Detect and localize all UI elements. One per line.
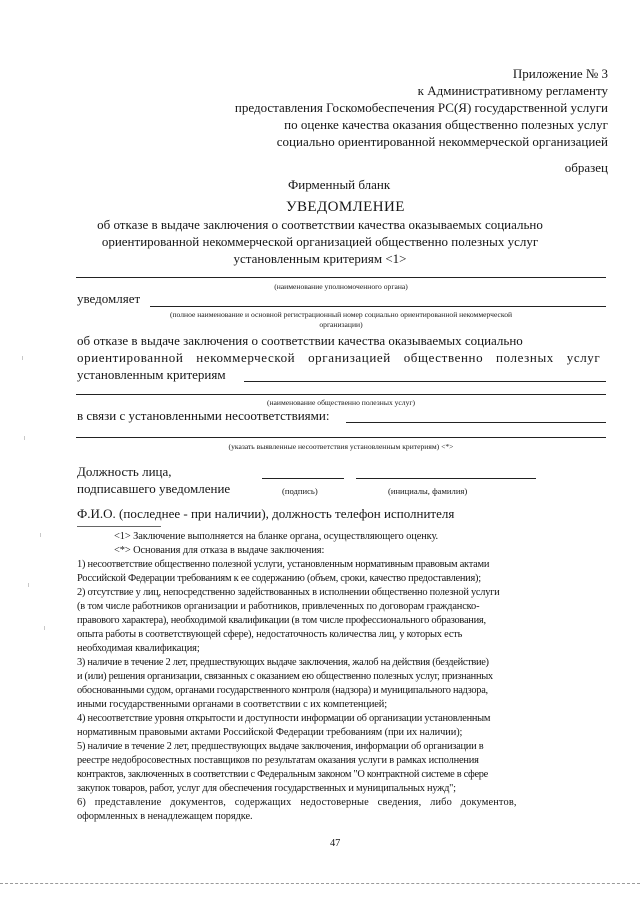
- note-line-8: 3) наличие в течение 2 лет, предшествующих выдаче заключения, жалоб на действия (бездействие): [77, 657, 489, 668]
- scan-speck: [40, 533, 41, 537]
- discrepancies-line-2: [76, 437, 606, 438]
- note-line-11: иными государственными органами в соответствии с их компетенцией;: [77, 699, 388, 710]
- scan-speck: [22, 356, 23, 360]
- body-line-1: [77, 333, 607, 349]
- name-caption: (инициалы, фамилия): [388, 486, 468, 496]
- note-line-12: 4) несоответствие уровня открытости и доступности информации об организации установленным: [77, 713, 491, 724]
- note-line-5: правового характера), необходимой квалификации (в том числе профессионального образования,: [77, 615, 486, 626]
- appendix-organization: социально ориентированной некоммерческой организацией: [276, 134, 608, 149]
- note-line-9: и (или) решения организации, связанных с оказанием ею общественно полезных услуг, признанных: [77, 671, 493, 682]
- subtitle-line-3: установленным критериям <1>: [233, 251, 407, 266]
- page-number: 47: [330, 838, 341, 849]
- appendix-service: предоставления Госкомобеспечения РС(Я) государственной услуги: [234, 100, 608, 115]
- services-caption: (наименование общественно полезных услуг): [266, 398, 416, 407]
- appendix-evaluation: по оценке качества оказания общественно полезных услуг: [284, 117, 608, 132]
- appendix-number: Приложение № 3: [512, 66, 608, 81]
- subtitle-line-1: об отказе в выдаче заключения о соответствии качества оказываемых социально: [97, 217, 543, 232]
- document-title: УВЕДОМЛЕНИЕ: [286, 199, 405, 215]
- body-line-3: установленным критериям: [77, 367, 226, 382]
- note-line-3: 2) отсутствие у лиц, непосредственно задействованных в исполнении общественно полезной услуги: [77, 587, 500, 598]
- footnote-1: <1> Заключение выполняется на бланке органа, осуществляющего оценку.: [114, 531, 439, 542]
- signature-caption: (подпись): [282, 486, 318, 496]
- position-label-2: подписавшего уведомление: [77, 481, 231, 496]
- discrepancies-caption: (указать выявленные несоответствия установленным критериям) <*>: [228, 442, 454, 451]
- authority-name-line: [76, 277, 606, 278]
- organization-line: [150, 306, 606, 307]
- note-line-7: необходимая квалификация;: [77, 643, 200, 654]
- notifies-label: уведомляет: [77, 291, 141, 306]
- scan-speck: [44, 626, 45, 630]
- services-line: [244, 381, 606, 382]
- footnote-2: <*> Основания для отказа в выдаче заключения:: [114, 545, 325, 556]
- discrepancies-line: [346, 422, 606, 423]
- note-line-2: Российской Федерации требованиям к ее содержанию (объем, сроки, качество предоставления);: [77, 573, 481, 584]
- body-line-1-text: об отказе в выдаче заключения о соответствии качества оказываемых социально: [77, 333, 523, 348]
- signature-line: [262, 478, 344, 479]
- sample-label: образец: [564, 160, 608, 175]
- discrepancies-label: в связи с установленными несоответствиями:: [77, 408, 330, 423]
- note-line-1: 1) несоответствие общественно полезной услуги, установленным нормативным правовым актами: [77, 559, 490, 570]
- authority-caption: (наименование уполномоченного органа): [274, 282, 408, 291]
- note-line-13: нормативным правовыми актами Российской Федерации требованиям (при их наличии);: [77, 727, 463, 738]
- note-line-18: 6) представление документов, содержащих недостоверные сведения, либо документов,: [77, 797, 517, 808]
- note-line-4: (в том числе работников организации и работников, привлеченных по договорам гражданско-: [77, 601, 480, 612]
- position-label-1: Должность лица,: [77, 464, 172, 479]
- note-line-10: обоснованными судом, органами государственного контроля (надзора) и муниципального надзора,: [77, 685, 488, 696]
- organization-caption-1: (полное наименование и основной регистрационный номер социально ориентированной некоммерческой: [169, 310, 513, 319]
- scan-speck: [28, 583, 29, 587]
- note-line-14: 5) наличие в течение 2 лет, предшествующих выдаче заключения, информации об организации в: [77, 741, 484, 752]
- scan-edge-line: [0, 883, 640, 884]
- footnote-separator: [77, 526, 161, 527]
- subtitle-line-2: ориентированной некоммерческой организацией общественно полезных услуг: [101, 234, 539, 249]
- services-line-2: [76, 394, 606, 395]
- appendix-regulation: к Административному регламенту: [417, 83, 608, 98]
- organization-caption-2: организации): [319, 320, 363, 329]
- note-line-17: закупок товаров, работ, услуг для обеспечения государственных и муниципальных нужд";: [77, 783, 456, 794]
- body-line-2: ориентированной некоммерческой организацией общественно полезных услуг: [77, 350, 601, 365]
- note-line-16: контрактов, заключенных в соответствии с Федеральным законом "О контрактной системе в сфере: [77, 769, 488, 780]
- scan-speck: [24, 436, 25, 440]
- name-line: [356, 478, 536, 479]
- letterhead-label: Фирменный бланк: [288, 177, 391, 192]
- note-line-15: реестре недобросовестных поставщиков по результатам оказания услуги в рамках исполнения: [77, 755, 479, 766]
- note-line-19: оформленных в ненадлежащем порядке.: [77, 811, 253, 822]
- executor-label: Ф.И.О. (последнее - при наличии), должность телефон исполнителя: [77, 506, 455, 521]
- note-line-6: опыта работы в соответствующей сфере), недостаточность количества лиц, у которых есть: [77, 629, 463, 640]
